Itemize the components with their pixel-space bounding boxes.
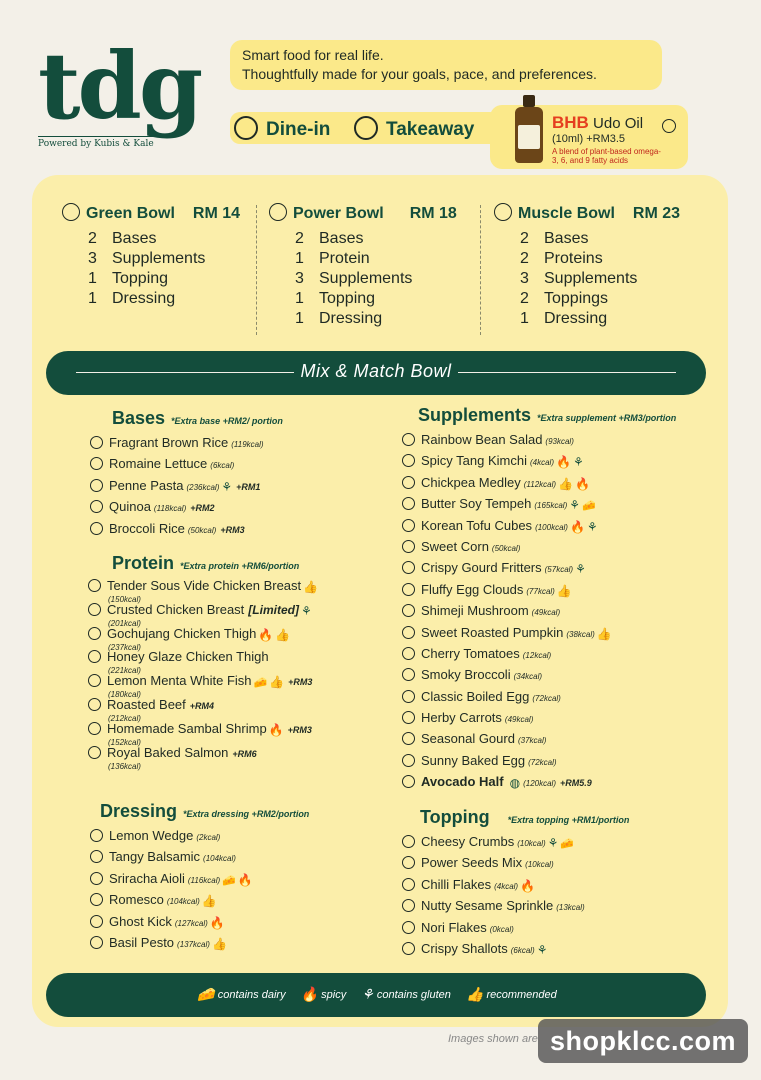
protein-item[interactable]: Roasted Beef +RM4 (212kcal) — [88, 697, 318, 721]
bowl-divider — [256, 205, 257, 335]
list-item: 3 Supplements — [88, 250, 206, 267]
base-item[interactable]: Romaine Lettuce (6kcal) — [90, 456, 283, 477]
protein-item[interactable]: Honey Glaze Chicken Thigh (221kcal) — [88, 649, 318, 673]
supplement-radio[interactable] — [402, 754, 415, 767]
list-item: 2 Bases — [295, 230, 364, 247]
dressing-item[interactable]: Ghost Kick (127kcal) 🔥 — [90, 914, 309, 935]
dressing-item[interactable]: Romesco (104kcal) 👍 — [90, 892, 309, 913]
supplement-radio[interactable] — [402, 519, 415, 532]
wheat-icon: ⚘ — [547, 836, 559, 850]
thumbs-up-icon: 👍 — [558, 476, 573, 491]
thumbs-up-icon: 👍 — [303, 580, 319, 594]
supplement-item[interactable]: Rainbow Bean Salad (93kcal) — [402, 432, 676, 453]
topping-radio[interactable] — [402, 942, 415, 955]
legend-gluten: ⚘ contains gluten — [361, 986, 451, 1002]
supplement-radio[interactable] — [402, 626, 415, 639]
protein-title: Protein — [112, 553, 175, 573]
base-item[interactable]: Fragrant Brown Rice (119kcal) — [90, 435, 283, 456]
supplement-radio[interactable] — [402, 583, 415, 596]
supplement-item[interactable]: Chickpea Medley (112kcal) 👍 🔥 — [402, 475, 676, 496]
supplement-item[interactable]: Classic Boiled Egg (72kcal) — [402, 689, 676, 710]
supplement-item[interactable]: Sunny Baked Egg (72kcal) — [402, 753, 676, 774]
base-radio[interactable] — [90, 522, 103, 535]
dine-in-option[interactable] — [234, 116, 330, 141]
supplement-radio[interactable] — [402, 561, 415, 574]
logo-subtitle: Powered by Kubis & Kale — [38, 136, 176, 149]
udo-oil-title — [552, 113, 643, 133]
dressing-header — [100, 801, 309, 822]
topping-radio[interactable] — [402, 835, 415, 848]
dressing-item[interactable]: Lemon Wedge (2kcal) — [90, 828, 309, 849]
supplement-radio[interactable] — [402, 540, 415, 553]
wheat-icon: ⚘ — [300, 603, 312, 618]
supplement-item[interactable]: Seasonal Gourd (37kcal) — [402, 731, 676, 752]
list-item: 2 Bases — [88, 230, 157, 247]
wheat-icon: ⚘ — [572, 455, 584, 470]
list-item: 1 Dressing — [295, 310, 383, 327]
flame-icon: 🔥 — [237, 872, 253, 887]
wheat-icon: ⚘ — [569, 498, 580, 513]
watermark: shopklcc.com — [538, 1019, 748, 1063]
list-item: 2 Bases — [520, 230, 589, 247]
topping-note: *Extra topping +RM1/portion — [507, 815, 630, 825]
protein-item[interactable]: Crusted Chicken Breast [Limited] ⚘ (201kcal) — [88, 602, 318, 626]
topping-header — [420, 807, 629, 828]
supplement-item[interactable]: Avocado Half ◍ (120kcal) +RM5.9 — [402, 774, 676, 795]
dressing-radio[interactable] — [90, 850, 103, 863]
protein-radio[interactable] — [88, 746, 101, 759]
bowl-power-radio[interactable] — [269, 203, 287, 221]
bowl-muscle-name: Muscle Bowl — [518, 205, 615, 222]
bowl-power-items — [269, 229, 457, 329]
supplement-radio[interactable] — [402, 604, 415, 617]
protein-header — [112, 553, 318, 574]
udo-oil-addon — [490, 105, 688, 169]
bases-section — [90, 408, 283, 542]
thumbs-up-icon: 👍 — [596, 626, 612, 641]
bowl-muscle-items — [494, 229, 680, 329]
bowl-muscle-header[interactable] — [494, 203, 680, 223]
topping-title: Topping — [420, 807, 490, 827]
bowl-power-name: Power Bowl — [293, 205, 384, 222]
supplement-item[interactable]: Herby Carrots (49kcal) — [402, 710, 676, 731]
supplement-item[interactable]: Spicy Tang Kimchi (4kcal) 🔥 ⚘ — [402, 453, 676, 474]
dairy-icon: 🧀 — [222, 874, 236, 887]
topping-radio[interactable] — [402, 899, 415, 912]
topping-item[interactable]: Nori Flakes (0kcal) — [402, 920, 629, 941]
order-type-selector — [230, 112, 500, 144]
supplement-item[interactable]: Sweet Roasted Pumpkin (38kcal) 👍 — [402, 625, 676, 646]
bowl-muscle — [494, 203, 680, 329]
bowl-power-price: RM 18 — [409, 205, 457, 222]
protein-radio[interactable] — [88, 674, 101, 687]
bowl-green-price: RM 14 — [192, 205, 241, 222]
bowl-green-items — [62, 229, 240, 309]
supplements-header — [418, 405, 676, 426]
protein-item[interactable]: Tender Sous Vide Chicken Breast 👍 (150kcal) — [88, 578, 318, 602]
takeaway-option[interactable] — [354, 116, 474, 141]
flame-icon: 🔥 — [258, 627, 274, 642]
supplement-item[interactable]: Korean Tofu Cubes (100kcal) 🔥 ⚘ — [402, 518, 676, 539]
list-item: 2 Proteins — [520, 250, 603, 267]
protein-radio[interactable] — [88, 603, 101, 616]
topping-item[interactable]: Nutty Sesame Sprinkle (13kcal) — [402, 898, 629, 919]
bowl-green-header[interactable] — [62, 203, 240, 223]
list-item: 1 Dressing — [520, 310, 608, 327]
list-item: 2 Toppings — [520, 290, 609, 307]
flame-icon: 🔥 — [268, 722, 284, 737]
supplements-title: Supplements — [418, 405, 532, 425]
base-radio[interactable] — [90, 479, 103, 492]
dressing-item[interactable]: Basil Pesto (137kcal) 👍 — [90, 935, 309, 956]
legend-dairy: 🧀 contains dairy — [197, 986, 286, 1002]
thumbs-up-icon: 👍 — [269, 675, 285, 690]
tagline-box — [230, 40, 662, 90]
wheat-icon: ⚘ — [536, 942, 548, 957]
legend-spicy: 🔥 spicy — [300, 986, 347, 1002]
mix-match-title: Mix & Match Bowl — [294, 361, 457, 381]
dressing-radio[interactable] — [90, 829, 103, 842]
bowl-muscle-radio[interactable] — [494, 203, 512, 221]
dressing-section — [90, 801, 309, 956]
supplement-item[interactable]: Shimeji Mushroom (49kcal) — [402, 603, 676, 624]
supplement-item[interactable]: Fluffy Egg Clouds (77kcal) 👍 — [402, 582, 676, 603]
wheat-icon: ⚘ — [575, 562, 586, 577]
mix-match-banner — [46, 351, 706, 395]
topping-item[interactable]: Chilli Flakes (4kcal) 🔥 — [402, 877, 629, 898]
thumbs-up-icon: 👍 — [201, 894, 217, 909]
udo-description: A blend of plant-based omega-3, 6, and 9 fatty acids — [552, 147, 661, 165]
base-item[interactable]: Penne Pasta (236kcal) ⚘ +RM1 — [90, 478, 283, 499]
dine-in-label: Dine-in — [266, 119, 331, 140]
avocado-icon: ◍ — [509, 776, 521, 791]
wheat-icon: ⚘ — [221, 479, 233, 494]
udo-oil-bottle-image — [515, 95, 543, 165]
topping-item[interactable]: Power Seeds Mix (10kcal) — [402, 855, 629, 876]
udo-name: Udo Oil — [593, 115, 644, 132]
dairy-icon: 🧀 — [582, 500, 596, 513]
wheat-icon: ⚘ — [361, 986, 374, 1002]
dairy-icon: 🧀 — [253, 677, 268, 690]
list-item: 3 Supplements — [295, 270, 413, 287]
dairy-icon: 🧀 — [560, 838, 575, 850]
udo-brand: BHB — [552, 113, 589, 132]
dressing-item[interactable]: Sriracha Aioli (116kcal) 🧀 🔥 — [90, 871, 309, 892]
supplement-radio[interactable] — [402, 433, 415, 446]
dressing-radio[interactable] — [90, 936, 103, 949]
protein-section — [88, 553, 319, 771]
bowl-green-name: Green Bowl — [86, 205, 175, 222]
supplement-radio[interactable] — [402, 497, 415, 510]
thumbs-up-icon: 👍 — [211, 936, 227, 951]
supplement-item[interactable]: Cherry Tomatoes (12kcal) — [402, 646, 676, 667]
supplement-radio[interactable] — [402, 775, 415, 788]
supplement-radio[interactable] — [402, 454, 415, 467]
dairy-icon: 🧀 — [197, 986, 215, 1002]
supplement-radio[interactable] — [402, 690, 415, 703]
flame-icon: 🔥 — [520, 878, 536, 893]
list-item: 1 Dressing — [88, 290, 176, 307]
topping-item[interactable]: Cheesy Crumbs (10kcal) ⚘ 🧀 — [402, 834, 629, 855]
dressing-item[interactable]: Tangy Balsamic (104kcal) — [90, 849, 309, 870]
topping-radio[interactable] — [402, 856, 415, 869]
dressing-radio[interactable] — [90, 893, 103, 906]
supplement-radio[interactable] — [402, 711, 415, 724]
thumbs-up-icon: 👍 — [275, 627, 291, 642]
bowl-power-header[interactable] — [269, 203, 457, 223]
tagline-line-2: Thoughtfully made for your goals, pace, and preferences. — [242, 66, 597, 82]
list-item: 1 Topping — [88, 270, 169, 287]
flame-icon: 🔥 — [574, 476, 590, 491]
image-disclaimer: Images shown are — [448, 1033, 538, 1045]
protein-radio[interactable] — [88, 698, 101, 711]
protein-item[interactable]: Royal Baked Salmon +RM6 (136kcal) — [88, 745, 318, 769]
dressing-radio[interactable] — [90, 915, 103, 928]
supplement-item[interactable]: Crispy Gourd Fritters (57kcal) ⚘ — [402, 560, 676, 581]
supplement-item[interactable]: Butter Soy Tempeh (165kcal) ⚘ 🧀 — [402, 496, 676, 517]
dressing-radio[interactable] — [90, 872, 103, 885]
base-radio[interactable] — [90, 500, 103, 513]
supplements-note: *Extra supplement +RM3/portion — [537, 413, 677, 423]
base-item[interactable]: Quinoa (118kcal) +RM2 — [90, 499, 283, 520]
supplement-item[interactable]: Smoky Broccoli (34kcal) — [402, 667, 676, 688]
base-radio[interactable] — [90, 436, 103, 449]
supplement-item[interactable]: Sweet Corn (50kcal) — [402, 539, 676, 560]
topping-section — [402, 807, 629, 962]
tagline-line-1: Smart food for real life. — [242, 47, 384, 63]
topping-item[interactable]: Crispy Shallots (6kcal) ⚘ — [402, 941, 629, 962]
protein-item[interactable]: Homemade Sambal Shrimp 🔥 +RM3 (152kcal) — [88, 721, 318, 745]
bowl-power — [269, 203, 457, 329]
brand-logo — [38, 32, 218, 149]
dressing-note: *Extra dressing +RM2/portion — [183, 809, 310, 819]
menu-panel — [32, 175, 728, 1027]
protein-note: *Extra protein +RM6/portion — [180, 561, 300, 571]
icon-legend — [46, 973, 706, 1017]
protein-radio[interactable] — [88, 627, 101, 640]
dressing-title: Dressing — [100, 801, 178, 821]
supplement-radio[interactable] — [402, 732, 415, 745]
base-radio[interactable] — [90, 457, 103, 470]
supplements-section — [402, 405, 676, 796]
flame-icon: 🔥 — [300, 986, 319, 1002]
list-item: 1 Protein — [295, 250, 370, 267]
dine-in-radio[interactable] — [234, 116, 258, 140]
base-item[interactable]: Broccoli Rice (50kcal) +RM3 — [90, 521, 283, 542]
udo-price: (10ml) +RM3.5 — [552, 133, 626, 145]
thumbs-up-icon: 👍 — [556, 583, 572, 598]
thumbs-up-icon: 👍 — [465, 986, 484, 1002]
bowl-green — [62, 203, 240, 309]
bowl-divider — [480, 205, 481, 335]
bowl-muscle-price: RM 23 — [632, 205, 681, 222]
supplement-radio[interactable] — [402, 668, 415, 681]
protein-item[interactable]: Gochujang Chicken Thigh 🔥 👍 (237kcal) — [88, 626, 318, 650]
legend-recommended: 👍 recommended — [465, 986, 557, 1002]
list-item: 3 Supplements — [520, 270, 638, 287]
takeaway-label: Takeaway — [386, 119, 475, 140]
bases-note: *Extra base +RM2/ portion — [171, 416, 283, 426]
flame-icon: 🔥 — [556, 455, 571, 470]
topping-radio[interactable] — [402, 921, 415, 934]
protein-radio[interactable] — [88, 579, 101, 592]
flame-icon: 🔥 — [569, 519, 585, 534]
supplement-radio[interactable] — [402, 647, 415, 660]
supplement-radio[interactable] — [402, 476, 415, 489]
flame-icon: 🔥 — [209, 915, 225, 930]
bases-title: Bases — [112, 408, 166, 428]
wheat-icon: ⚘ — [586, 519, 598, 534]
logo-wordmark: tdg — [38, 32, 201, 140]
takeaway-radio[interactable] — [354, 116, 378, 140]
bowl-green-radio[interactable] — [62, 203, 80, 221]
protein-item[interactable]: Lemon Menta White Fish 🧀 👍 +RM3 (180kcal) — [88, 673, 318, 697]
protein-radio[interactable] — [88, 722, 101, 735]
udo-oil-radio[interactable] — [662, 119, 676, 133]
list-item: 1 Topping — [295, 290, 376, 307]
bases-header — [112, 408, 283, 429]
topping-radio[interactable] — [402, 878, 415, 891]
protein-radio[interactable] — [88, 650, 101, 663]
